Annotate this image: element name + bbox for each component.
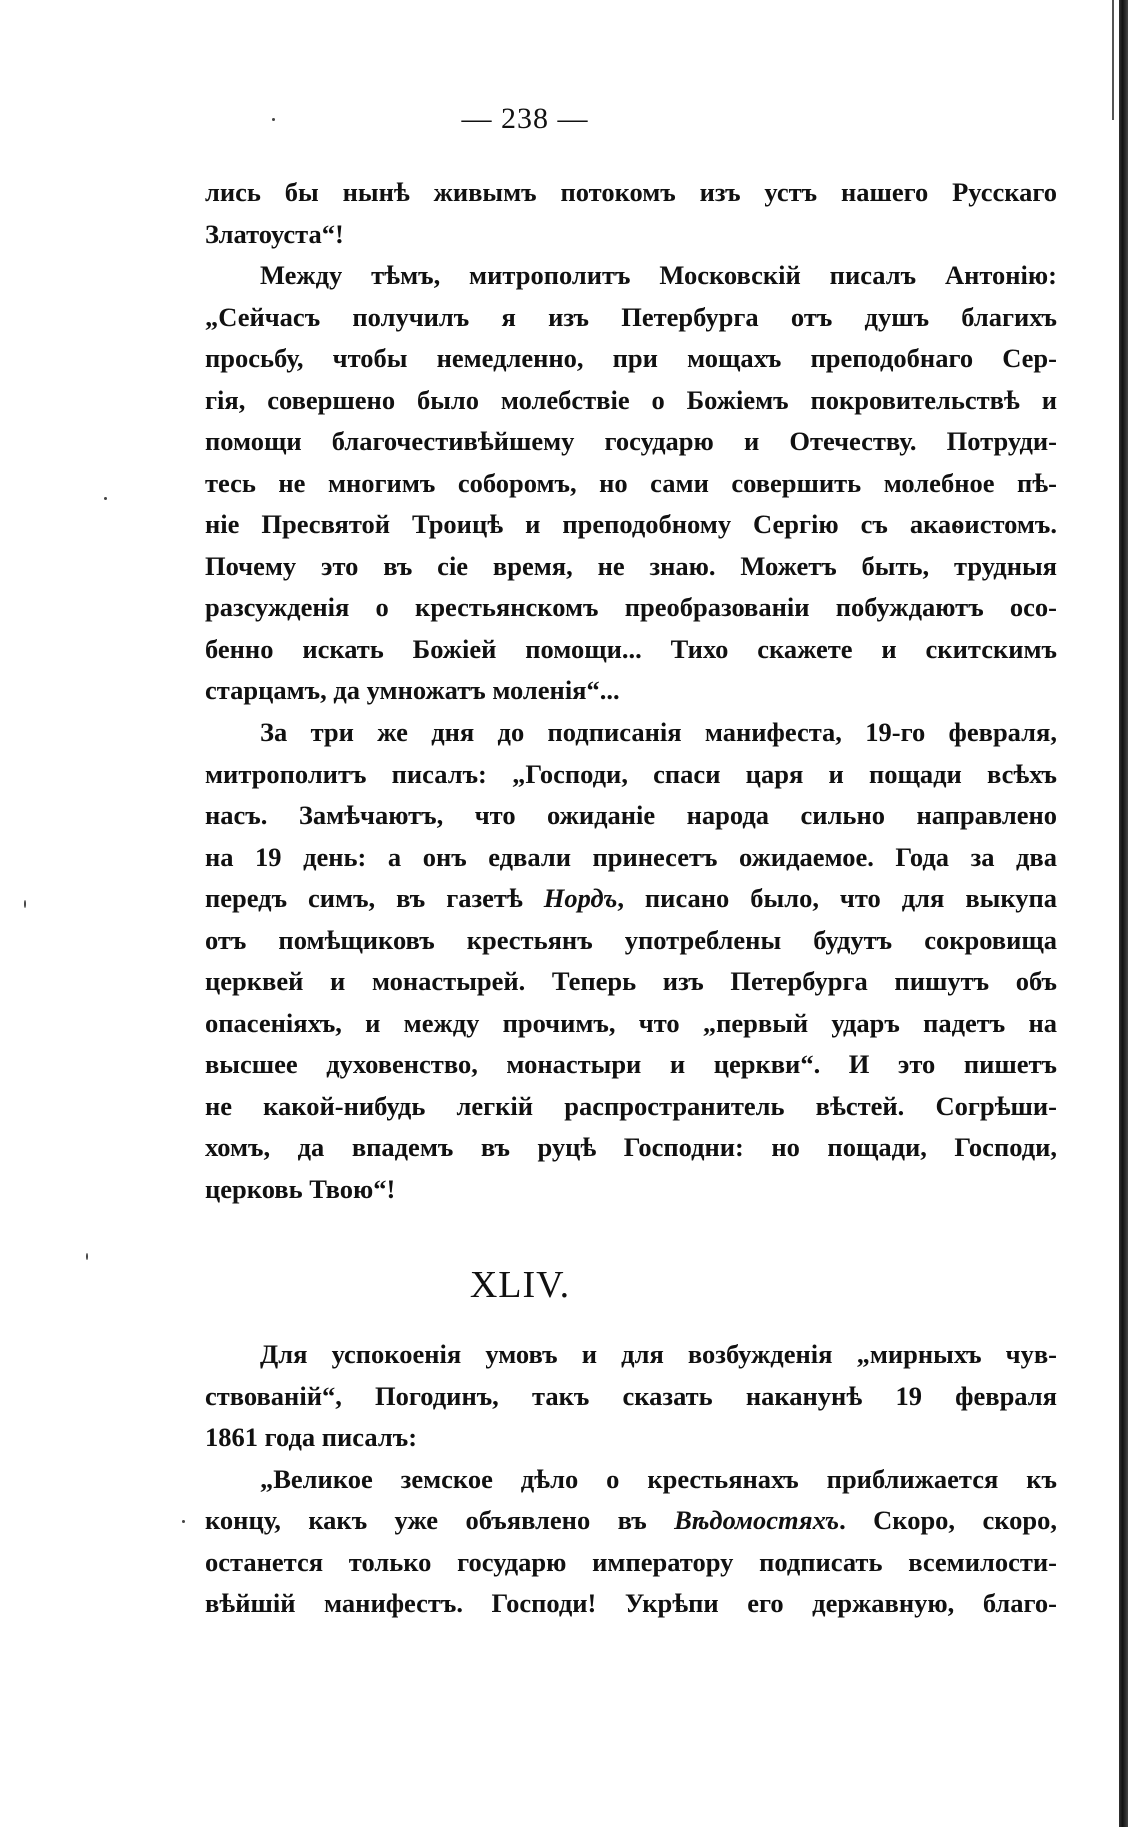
text-run: , писано было, что для выкупа [617,883,1057,913]
scan-speck [104,497,107,500]
text-line: „Великое земское дѣло о крестьянахъ приближается къ [260,1463,1057,1494]
text-line: „Сейчасъ получилъ я изъ Петербурга отъ душъ благихъ [205,301,1057,332]
text-line: церквей и монастырей. Теперь изъ Петербурга пишутъ объ [205,966,1057,996]
text-line: бенно искать Божіей помощи... Тихо скажете и скитскимъ [205,633,1057,664]
text-line: церковь Твою“! [205,1173,396,1204]
page-number: — 238 — [461,102,589,135]
text-line: разсужденія о крестьянскомъ преобразованіи побуждаютъ осо- [205,592,1057,622]
text-line: За три же дня до подписанія манифеста, 19-го февраля, [260,717,1057,747]
text-line: хомъ, да впадемъ въ руцѣ Господни: но пощади, Господи, [205,1132,1057,1162]
text-line: Почему это въ сіе время, не знаю. Можетъ быть, трудныя [205,550,1057,581]
paragraph-block-2 [205,712,1057,1210]
text-line: старцамъ, да умножатъ моленія“... [205,675,620,705]
text-line: не какой-нибудь легкій распространитель вѣстей. Согрѣши- [205,1090,1057,1121]
text-line: 1861 года писалъ: [205,1422,418,1452]
text-line: опасеніяхъ, и между прочимъ, что „первый ударъ падетъ на [205,1007,1057,1038]
text-line: Между тѣмъ, митрополитъ Московскій писалъ Антонію: [260,260,1057,290]
text-line: помощи благочестивѣйшему государю и Отечеству. Потруди- [205,426,1057,456]
text-line: насъ. Замѣчаютъ, что ожиданіе народа сильно направлено [205,800,1057,830]
text-line: Златоуста“! [205,218,344,249]
text-line [205,878,1057,920]
text-line: на 19 день: а онъ едвали принесетъ ожидаемое. Года за два [205,841,1057,872]
text-line: митрополитъ писалъ: „Господи, спаси царя и пощади всѣхъ [205,758,1057,789]
text-run: . Скоро, скоро, [839,1505,1057,1535]
italic-title: Вѣдомостяхъ [674,1505,840,1535]
text-line: Для успокоенія умовъ и для возбужденія „мирныхъ чув- [260,1339,1057,1369]
scan-speck [86,1253,88,1260]
text-line: тесь не многимъ соборомъ, но сами совершить молебное пѣ- [205,467,1057,498]
text-line: останется только государю императору подписать всемилости- [205,1546,1057,1577]
paragraph-block-1 [205,172,1057,712]
scan-speck [24,900,26,908]
text-run: передъ симъ, въ газетѣ [205,883,523,913]
scan-speck [182,1520,185,1523]
text-line: ніе Пресвятой Троицѣ и преподобному Сергію съ акаѳистомъ. [205,509,1057,539]
text-line: гія, совершено было молебствіе о Божіемъ покровительствѣ и [205,384,1057,415]
italic-title: Нордъ [543,883,618,913]
text-run: концу, какъ уже объявлено въ [205,1505,647,1535]
text-line: просьбу, чтобы немедленно, при мощахъ преподобнаго Сер- [205,343,1057,373]
text-line: лись бы нынѣ живымъ потокомъ изъ устъ нашего Русскаго [205,177,1057,207]
text-line: высшее духовенство, монастыри и церкви“. И это пишетъ [205,1049,1057,1079]
text-line: отъ помѣщиковъ крестьянъ употреблены будутъ сокровища [205,924,1057,955]
section-heading: XLIV. [469,1264,571,1306]
text-line: вѣйшій манифестъ. Господи! Укрѣпи его державную, благо- [205,1588,1057,1618]
page-edge-shadow [1119,0,1128,1827]
paragraph-block-3 [205,1334,1057,1625]
text-line: ствованій“, Погодинъ, такъ сказать наканунѣ 19 февраля [205,1380,1057,1411]
text-line [205,1500,1057,1542]
